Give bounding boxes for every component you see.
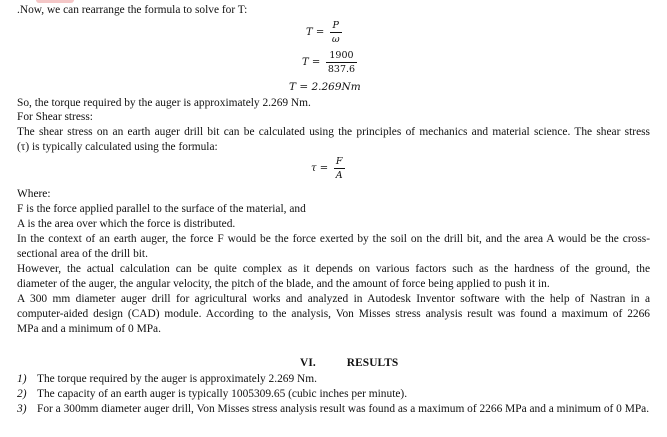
result-item-1 <box>17 373 650 386</box>
context-para-line-1: In the context of an earth auger, the force F would be the force exerted by the soil on the drill bit, and the area A would be the cross- <box>17 233 650 245</box>
however-para-line-1: However, the actual calculation can be quite complex as it depends on various factors such as the hardness of the ground, the <box>17 263 650 275</box>
top-decoration <box>36 0 74 3</box>
eq4-fraction <box>334 156 345 181</box>
eq1-denominator: ω <box>331 34 340 45</box>
eq1-fraction <box>330 20 342 45</box>
torque-result-sentence: So, the torque required by the auger is approximately 2.269 Nm. <box>17 97 311 109</box>
intro-line: .Now, we can rearrange the formula to solve for T: <box>17 4 248 16</box>
equation-shear-stress <box>311 156 345 181</box>
equation-torque-result: T = 2.269Nm <box>289 81 361 93</box>
eq2-lhs: T = <box>302 57 321 68</box>
result-item-1-number: 1) <box>17 373 27 385</box>
result-item-2 <box>17 388 650 401</box>
eq2-numerator: 1900 <box>329 50 354 61</box>
eq2-fraction <box>326 50 357 75</box>
analysis-para-line-3: MPa and a minimum of 0 MPa. <box>17 323 161 335</box>
eq4-numerator: F <box>335 156 343 167</box>
equation-torque-values <box>302 50 357 75</box>
eq1-lhs: T = <box>306 27 325 38</box>
context-para-line-2: sectional area of the drill bit. <box>17 248 148 260</box>
eq2-denominator: 837.6 <box>327 64 356 75</box>
equation-torque-formula <box>306 20 342 45</box>
shear-para-line-1: The shear stress on an earth auger drill bit can be calculated using the principles of mechanics and material science. The shear stress <box>17 126 650 138</box>
section-number: VI. <box>300 357 316 369</box>
result-item-2-text: The capacity of an earth auger is typically 1005309.65 (cubic inches per minute). <box>37 388 408 400</box>
eq1-numerator: P <box>332 20 339 31</box>
where-label: Where: <box>17 188 51 200</box>
where-item-area: A is the area over which the force is distributed. <box>17 218 236 230</box>
result-item-3-number: 3) <box>17 403 27 415</box>
analysis-para-line-2: computer-aided design (CAD) module. According to the analysis, Von Misses stress analysis result was found a maximum of 2266 <box>17 308 650 320</box>
however-para-line-2: diameter of the auger, the angular velocity, the pitch of the blade, and the amount of force being applied to push it in. <box>17 278 550 290</box>
eq4-denominator: A <box>335 170 343 181</box>
analysis-para-line-1: A 300 mm diameter auger drill for agricultural works and analyzed in Autodesk Inventor software with the help of Nastran in a <box>17 293 650 305</box>
result-item-2-number: 2) <box>17 388 27 400</box>
section-heading-results <box>300 357 398 369</box>
result-item-3 <box>17 403 650 416</box>
section-title: RESULTS <box>346 357 399 369</box>
shear-stress-title: For Shear stress: <box>17 111 93 123</box>
result-item-3-text: For a 300mm diameter auger drill, Von Misses stress analysis result was found as a maximum of 2266 MPa and a minimum of 0 MPa. <box>37 403 650 415</box>
result-item-1-text: The torque required by the auger is approximately 2.269 Nm. <box>37 373 317 385</box>
eq4-lhs: τ = <box>311 163 329 174</box>
where-item-force: F is the force applied parallel to the surface of the material, and <box>17 203 306 215</box>
shear-para-line-2: (τ) is typically calculated using the formula: <box>17 141 218 153</box>
